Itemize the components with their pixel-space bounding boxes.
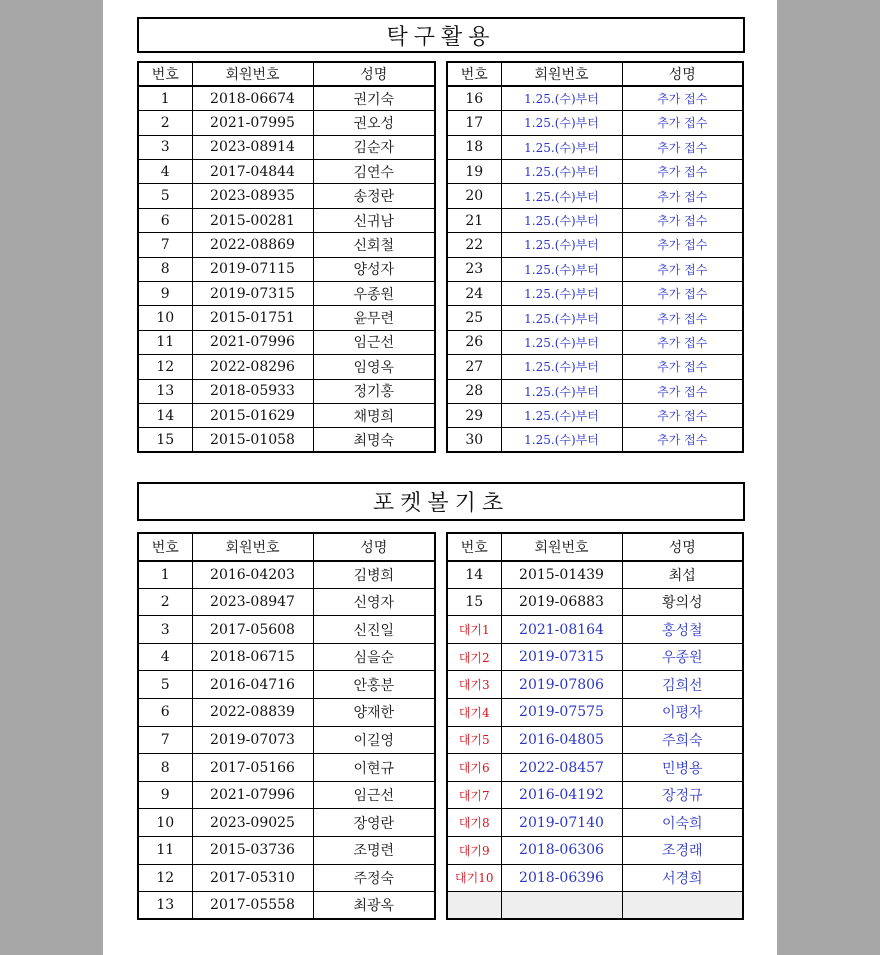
- table-row: [447, 184, 743, 208]
- member-id: 2022-08839: [192, 699, 313, 727]
- member-id: 2017-05166: [192, 754, 313, 782]
- header-number: 번호: [138, 62, 192, 86]
- member-name: 추가 접수: [622, 330, 743, 354]
- member-name: 추가 접수: [622, 257, 743, 281]
- member-id: 2016-04192: [501, 781, 622, 809]
- member-name: 최섭: [622, 561, 743, 589]
- member-name: 장정규: [622, 781, 743, 809]
- member-name: 김순자: [313, 135, 435, 159]
- member-name: 이평자: [622, 699, 743, 727]
- row-number: 15: [138, 428, 192, 452]
- table-row: [447, 428, 743, 452]
- row-number: 29: [447, 403, 501, 427]
- row-number: 7: [138, 233, 192, 257]
- table-row: [447, 781, 743, 809]
- table-row: [138, 184, 435, 208]
- row-number: 12: [138, 355, 192, 379]
- member-id: 1.25.(수)부터: [501, 428, 622, 452]
- member-name: 채명희: [313, 403, 435, 427]
- row-number: 25: [447, 306, 501, 330]
- member-id: [501, 892, 622, 920]
- member-name: 민병용: [622, 754, 743, 782]
- table-row: [447, 111, 743, 135]
- member-id: 2018-06306: [501, 837, 622, 865]
- table-row: [447, 754, 743, 782]
- table-header-row: [138, 62, 435, 86]
- row-number: 18: [447, 135, 501, 159]
- table-row: [447, 306, 743, 330]
- row-number: 24: [447, 282, 501, 306]
- table-row: [138, 892, 435, 920]
- header-number: 번호: [447, 533, 501, 561]
- member-id: 2015-01439: [501, 561, 622, 589]
- member-id: 2015-00281: [192, 208, 313, 232]
- row-number: 대기3: [447, 671, 501, 699]
- member-id: 2019-07140: [501, 809, 622, 837]
- member-id: 2019-07315: [192, 282, 313, 306]
- table-row: [447, 837, 743, 865]
- header-name: 성명: [313, 533, 435, 561]
- member-id: 1.25.(수)부터: [501, 282, 622, 306]
- row-number: 7: [138, 726, 192, 754]
- member-name: 주정숙: [313, 864, 435, 892]
- member-name: 안홍분: [313, 671, 435, 699]
- table-row: [447, 864, 743, 892]
- member-id: 2019-07575: [501, 699, 622, 727]
- member-id: 1.25.(수)부터: [501, 355, 622, 379]
- member-name: 이길영: [313, 726, 435, 754]
- member-name: 추가 접수: [622, 135, 743, 159]
- table-row: [447, 588, 743, 616]
- member-name: 우종원: [313, 282, 435, 306]
- member-id: 2022-08457: [501, 754, 622, 782]
- member-id: 1.25.(수)부터: [501, 184, 622, 208]
- row-number: 5: [138, 184, 192, 208]
- member-name: 김연수: [313, 160, 435, 184]
- member-name: 정기홍: [313, 379, 435, 403]
- member-id: 2016-04716: [192, 671, 313, 699]
- table-row: [138, 282, 435, 306]
- table-row: [138, 588, 435, 616]
- table-row: [138, 257, 435, 281]
- row-number: 11: [138, 837, 192, 865]
- member-id: 1.25.(수)부터: [501, 330, 622, 354]
- table-row: [447, 809, 743, 837]
- table-row: [447, 330, 743, 354]
- header-name: 성명: [313, 62, 435, 86]
- member-id: 2016-04203: [192, 561, 313, 589]
- member-name: 추가 접수: [622, 86, 743, 110]
- row-number: 9: [138, 781, 192, 809]
- row-number: 23: [447, 257, 501, 281]
- member-name: 조명련: [313, 837, 435, 865]
- member-id: 2021-07995: [192, 111, 313, 135]
- row-number: 대기1: [447, 616, 501, 644]
- row-number: 30: [447, 428, 501, 452]
- row-number: 9: [138, 282, 192, 306]
- member-name: 송정란: [313, 184, 435, 208]
- table-row: [447, 699, 743, 727]
- row-number: 대기2: [447, 643, 501, 671]
- table-row: [138, 355, 435, 379]
- member-id: 2019-06883: [501, 588, 622, 616]
- member-name: 추가 접수: [622, 160, 743, 184]
- header-member-id: 회원번호: [192, 533, 313, 561]
- table-header-row: [138, 533, 435, 561]
- table-row: [447, 403, 743, 427]
- row-number: 17: [447, 111, 501, 135]
- table-row: [447, 379, 743, 403]
- row-number: 20: [447, 184, 501, 208]
- member-name: 우종원: [622, 643, 743, 671]
- table-row: [447, 233, 743, 257]
- row-number: [447, 892, 501, 920]
- row-number: 대기9: [447, 837, 501, 865]
- header-number: 번호: [138, 533, 192, 561]
- row-number: 13: [138, 379, 192, 403]
- row-number: 5: [138, 671, 192, 699]
- row-number: 3: [138, 135, 192, 159]
- member-id: 2019-07315: [501, 643, 622, 671]
- member-id: 2016-04805: [501, 726, 622, 754]
- member-id: 2019-07806: [501, 671, 622, 699]
- row-number: 대기6: [447, 754, 501, 782]
- table-row: [138, 111, 435, 135]
- member-name: 신영자: [313, 588, 435, 616]
- row-number: 8: [138, 257, 192, 281]
- table-row: [138, 671, 435, 699]
- table-row: [138, 837, 435, 865]
- table-row: [447, 86, 743, 110]
- header-member-id: 회원번호: [192, 62, 313, 86]
- table-row: [447, 257, 743, 281]
- row-number: 13: [138, 892, 192, 920]
- member-name: [622, 892, 743, 920]
- member-name: 권기숙: [313, 86, 435, 110]
- member-name: 장영란: [313, 809, 435, 837]
- member-name: 이현규: [313, 754, 435, 782]
- table-row: [447, 135, 743, 159]
- table-row: [138, 233, 435, 257]
- header-member-id: 회원번호: [501, 533, 622, 561]
- table-header-row: [447, 533, 743, 561]
- member-id: 1.25.(수)부터: [501, 233, 622, 257]
- member-name: 윤무련: [313, 306, 435, 330]
- table-row: [138, 726, 435, 754]
- member-name: 이숙희: [622, 809, 743, 837]
- member-id: 2015-01629: [192, 403, 313, 427]
- row-number: 1: [138, 561, 192, 589]
- member-name: 추가 접수: [622, 111, 743, 135]
- roster-table-table-tennis-right: [446, 61, 744, 453]
- row-number: 26: [447, 330, 501, 354]
- member-id: 2018-05933: [192, 379, 313, 403]
- row-number: 대기7: [447, 781, 501, 809]
- member-name: 추가 접수: [622, 306, 743, 330]
- member-name: 주희숙: [622, 726, 743, 754]
- row-number: 11: [138, 330, 192, 354]
- member-name: 조경래: [622, 837, 743, 865]
- row-number: 대기8: [447, 809, 501, 837]
- row-number: 22: [447, 233, 501, 257]
- member-name: 서경희: [622, 864, 743, 892]
- row-number: 4: [138, 643, 192, 671]
- row-number: 대기5: [447, 726, 501, 754]
- member-id: 2015-01058: [192, 428, 313, 452]
- header-number: 번호: [447, 62, 501, 86]
- member-id: 2015-03736: [192, 837, 313, 865]
- member-id: 2018-06674: [192, 86, 313, 110]
- table-row: [447, 892, 743, 920]
- row-number: 3: [138, 616, 192, 644]
- member-name: 추가 접수: [622, 403, 743, 427]
- table-row: [138, 208, 435, 232]
- member-name: 최명숙: [313, 428, 435, 452]
- header-name: 성명: [622, 533, 743, 561]
- member-name: 최광옥: [313, 892, 435, 920]
- table-row: [138, 754, 435, 782]
- member-id: 1.25.(수)부터: [501, 160, 622, 184]
- section-title-table-tennis: 탁구활용: [137, 17, 745, 53]
- member-id: 2023-08947: [192, 588, 313, 616]
- member-name: 추가 접수: [622, 355, 743, 379]
- table-row: [138, 561, 435, 589]
- member-name: 추가 접수: [622, 379, 743, 403]
- member-name: 신회철: [313, 233, 435, 257]
- header-name: 성명: [622, 62, 743, 86]
- table-row: [138, 306, 435, 330]
- member-id: 1.25.(수)부터: [501, 257, 622, 281]
- member-id: 2018-06715: [192, 643, 313, 671]
- member-id: 2022-08296: [192, 355, 313, 379]
- section-title-pocketball: 포켓볼기초: [137, 482, 745, 521]
- member-id: 2023-09025: [192, 809, 313, 837]
- table-row: [447, 282, 743, 306]
- table-row: [447, 671, 743, 699]
- row-number: 12: [138, 864, 192, 892]
- member-id: 2018-06396: [501, 864, 622, 892]
- member-id: 2021-07996: [192, 330, 313, 354]
- table-row: [138, 160, 435, 184]
- row-number: 4: [138, 160, 192, 184]
- row-number: 28: [447, 379, 501, 403]
- row-number: 16: [447, 86, 501, 110]
- member-id: 1.25.(수)부터: [501, 379, 622, 403]
- roster-table-table-tennis-left: [137, 61, 436, 453]
- table-row: [138, 864, 435, 892]
- member-name: 김병희: [313, 561, 435, 589]
- table-row: [138, 781, 435, 809]
- member-id: 2017-05558: [192, 892, 313, 920]
- member-name: 임근선: [313, 781, 435, 809]
- member-id: 1.25.(수)부터: [501, 208, 622, 232]
- member-name: 황의성: [622, 588, 743, 616]
- member-id: 2022-08869: [192, 233, 313, 257]
- member-id: 1.25.(수)부터: [501, 135, 622, 159]
- member-id: 2019-07115: [192, 257, 313, 281]
- table-row: [138, 135, 435, 159]
- row-number: 6: [138, 699, 192, 727]
- table-row: [447, 355, 743, 379]
- table-row: [447, 160, 743, 184]
- member-id: 2017-04844: [192, 160, 313, 184]
- table-row: [447, 561, 743, 589]
- table-row: [447, 616, 743, 644]
- member-name: 심을순: [313, 643, 435, 671]
- row-number: 14: [138, 403, 192, 427]
- member-id: 2017-05608: [192, 616, 313, 644]
- member-id: 2023-08914: [192, 135, 313, 159]
- member-name: 김희선: [622, 671, 743, 699]
- member-id: 1.25.(수)부터: [501, 403, 622, 427]
- member-id: 1.25.(수)부터: [501, 86, 622, 110]
- member-id: 1.25.(수)부터: [501, 111, 622, 135]
- member-name: 양성자: [313, 257, 435, 281]
- member-name: 신진일: [313, 616, 435, 644]
- roster-table-pocketball-right: [446, 532, 744, 920]
- table-row: [447, 726, 743, 754]
- row-number: 8: [138, 754, 192, 782]
- roster-table-pocketball-left: [137, 532, 436, 920]
- member-name: 임근선: [313, 330, 435, 354]
- table-row: [447, 643, 743, 671]
- member-id: 2021-08164: [501, 616, 622, 644]
- table-row: [138, 428, 435, 452]
- row-number: 10: [138, 306, 192, 330]
- row-number: 2: [138, 588, 192, 616]
- row-number: 6: [138, 208, 192, 232]
- member-id: 1.25.(수)부터: [501, 306, 622, 330]
- member-name: 추가 접수: [622, 282, 743, 306]
- member-name: 추가 접수: [622, 208, 743, 232]
- header-member-id: 회원번호: [501, 62, 622, 86]
- member-id: 2017-05310: [192, 864, 313, 892]
- table-row: [138, 86, 435, 110]
- row-number: 대기4: [447, 699, 501, 727]
- row-number: 19: [447, 160, 501, 184]
- table-row: [138, 403, 435, 427]
- member-name: 신귀남: [313, 208, 435, 232]
- member-name: 홍성철: [622, 616, 743, 644]
- table-row: [447, 208, 743, 232]
- row-number: 1: [138, 86, 192, 110]
- member-id: 2023-08935: [192, 184, 313, 208]
- member-name: 추가 접수: [622, 233, 743, 257]
- table-row: [138, 699, 435, 727]
- table-header-row: [447, 62, 743, 86]
- row-number: 14: [447, 561, 501, 589]
- table-row: [138, 809, 435, 837]
- table-row: [138, 330, 435, 354]
- row-number: 15: [447, 588, 501, 616]
- row-number: 10: [138, 809, 192, 837]
- table-row: [138, 616, 435, 644]
- row-number: 대기10: [447, 864, 501, 892]
- member-name: 추가 접수: [622, 428, 743, 452]
- row-number: 21: [447, 208, 501, 232]
- table-row: [138, 643, 435, 671]
- member-id: 2019-07073: [192, 726, 313, 754]
- member-id: 2015-01751: [192, 306, 313, 330]
- member-name: 양재한: [313, 699, 435, 727]
- member-name: 권오성: [313, 111, 435, 135]
- member-name: 임영옥: [313, 355, 435, 379]
- member-id: 2021-07996: [192, 781, 313, 809]
- table-row: [138, 379, 435, 403]
- member-name: 추가 접수: [622, 184, 743, 208]
- row-number: 27: [447, 355, 501, 379]
- row-number: 2: [138, 111, 192, 135]
